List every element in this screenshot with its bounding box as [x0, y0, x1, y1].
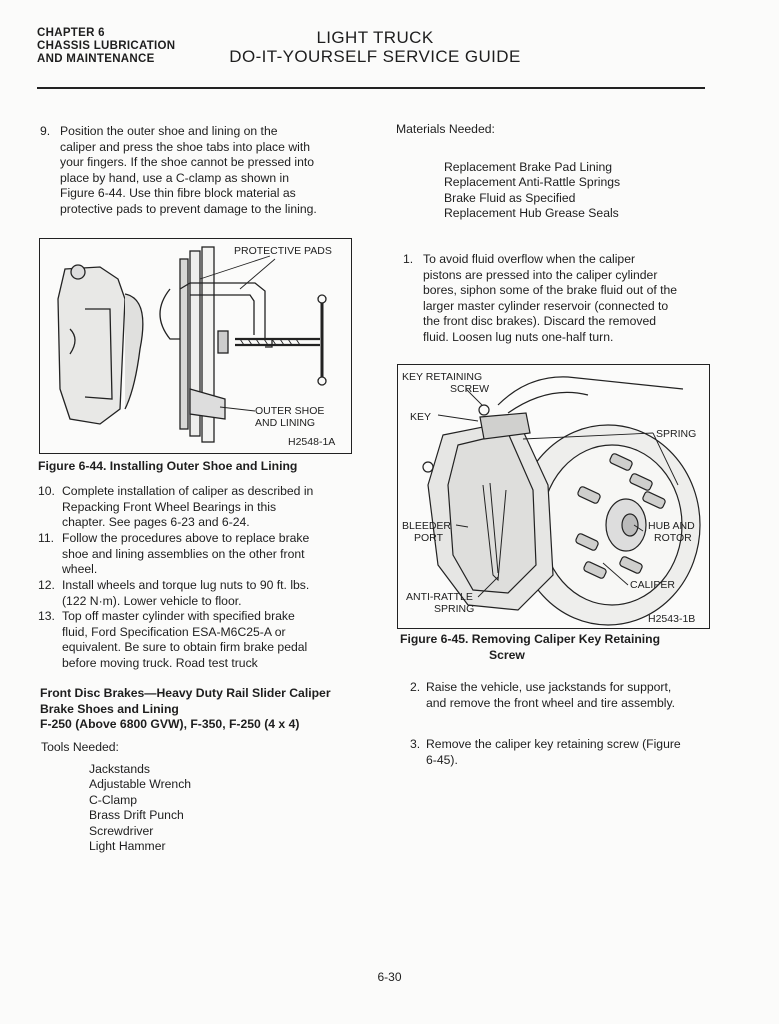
list-item: Brass Drift Punch — [89, 808, 184, 823]
caption-line: Screw — [489, 647, 525, 662]
section-heading-line: F-250 (Above 6800 GVW), F-350, F-250 (4 x 4) — [40, 717, 300, 732]
step-line: the front disc brakes). Discard the removed — [423, 314, 657, 329]
step-line: pistons are pressed into the caliper cylinder — [423, 267, 658, 282]
label-line: BLEEDER — [402, 520, 452, 532]
step-line: before moving truck. Road test truck — [62, 655, 258, 670]
figure-caption — [400, 632, 720, 663]
label-anti-rattle-spring — [406, 591, 474, 615]
step-line: Position the outer shoe and lining on the — [60, 124, 278, 138]
step-line: Remove the caliper key retaining screw (Figure — [426, 737, 681, 751]
step-line: your fingers. If the shoe cannot be pressed into — [60, 155, 315, 170]
guide-title — [200, 28, 550, 66]
list-item: Screwdriver — [89, 823, 154, 838]
step-number: 10. — [38, 484, 55, 498]
tools-list — [89, 762, 329, 862]
step-line: Install wheels and torque lug nuts to 90 ft. lbs. — [62, 578, 310, 592]
step-number: 13. — [38, 609, 55, 623]
step-line: bores, siphon some of the brake fluid out of the — [423, 283, 678, 298]
step-line: Figure 6-44. Use thin fibre block material as — [60, 186, 296, 201]
section-heading — [40, 686, 360, 733]
step-line: protective pads to prevent damage to the lining. — [60, 201, 317, 216]
tools-label: Tools Needed: — [41, 740, 119, 754]
step-number: 12. — [38, 578, 55, 592]
label-line: ROTOR — [654, 532, 692, 544]
header-rule — [37, 87, 705, 89]
materials-label: Materials Needed: — [396, 122, 495, 136]
caption-line: Figure 6-45. Removing Caliper Key Retaining — [400, 632, 661, 646]
chapter-line: AND MAINTENANCE — [37, 53, 155, 65]
label-spring: SPRING — [656, 428, 697, 440]
list-item: C-Clamp — [89, 792, 138, 807]
label-line: HUB AND — [648, 520, 695, 532]
step-line: Complete installation of caliper as described in — [62, 484, 314, 498]
step-line: Repacking Front Wheel Bearings in this — [62, 499, 277, 514]
list-item: Replacement Brake Pad Lining — [444, 160, 613, 174]
label-line: ANTI-RATTLE — [406, 591, 473, 603]
step-line: Follow the procedures above to replace brake — [62, 531, 310, 545]
step-line: wheel. — [62, 562, 98, 577]
step-line: and remove the front wheel and tire assembly. — [426, 695, 676, 710]
step-line: To avoid fluid overflow when the caliper — [423, 252, 636, 266]
chapter-line: CHASSIS LUBRICATION — [37, 40, 176, 52]
materials-list — [444, 160, 704, 224]
label-line: SPRING — [434, 603, 475, 615]
step-line: fluid, Ford Specification ESA-M6C25-A or — [62, 624, 286, 639]
label-line: OUTER SHOE — [255, 405, 325, 417]
step-line: shoe and lining assemblies on the other front — [62, 546, 305, 561]
list-item: Replacement Anti-Rattle Springs — [444, 175, 621, 190]
step-line: Raise the vehicle, use jackstands for support, — [426, 680, 672, 694]
step-line: Top off master cylinder with specified brake — [62, 609, 295, 623]
figure-6-44 — [39, 238, 352, 454]
step-line: 6-45). — [426, 752, 458, 767]
list-item: Light Hammer — [89, 839, 166, 853]
guide-title-line: LIGHT TRUCK — [316, 28, 434, 47]
step-line: (122 N·m). Lower vehicle to floor. — [62, 593, 242, 608]
label-bleeder-port — [402, 520, 451, 544]
step-line: caliper and press the shoe tabs into place with — [60, 139, 310, 154]
steps-10-13 — [38, 484, 354, 674]
step-1 — [403, 252, 715, 348]
label-line: KEY RETAINING — [402, 371, 483, 383]
step-line: chapter. See pages 6-23 and 6-24. — [62, 515, 250, 530]
figure-code: H2543-1B — [648, 613, 696, 625]
label-line: SCREW — [450, 383, 490, 395]
section-heading-line: Brake Shoes and Lining — [40, 701, 179, 716]
step-number: 3. — [410, 737, 421, 751]
label-outer-shoe — [255, 405, 324, 429]
list-item: Replacement Hub Grease Seals — [444, 206, 619, 221]
list-item: Brake Fluid as Specified — [444, 190, 576, 205]
chapter-heading — [37, 27, 175, 66]
step-number: 11. — [38, 531, 55, 545]
label-caliper: CALIPER — [630, 579, 675, 591]
list-item: Adjustable Wrench — [89, 777, 192, 792]
step-2 — [410, 680, 720, 714]
label-line: AND LINING — [255, 417, 316, 429]
step-line: fluid. Loosen lug nuts one-half turn. — [423, 329, 614, 344]
figure-code: H2548-1A — [288, 436, 336, 448]
step-line: equivalent. Be sure to obtain firm brake pedal — [62, 640, 308, 655]
step-number: 1. — [403, 252, 414, 266]
list-item: Jackstands — [89, 762, 150, 776]
step-line: larger master cylinder reservoir (connected to — [423, 298, 669, 313]
label-hub-and-rotor — [648, 520, 695, 544]
step-line: place by hand, use a C-clamp as shown in — [60, 170, 289, 185]
label-line: PORT — [414, 532, 443, 544]
step-number: 2. — [410, 680, 421, 694]
label-protective-pads: PROTECTIVE PADS — [234, 245, 332, 257]
step-number: 9. — [40, 124, 51, 138]
guide-title-line: DO-IT-YOURSELF SERVICE GUIDE — [229, 47, 521, 66]
label-key-retaining-screw — [402, 371, 489, 395]
section-heading-line: Front Disc Brakes—Heavy Duty Rail Slider Caliper — [40, 686, 331, 700]
figure-caption: Figure 6-44. Installing Outer Shoe and Lining — [38, 459, 298, 473]
step-3 — [410, 737, 720, 771]
figure-6-45 — [397, 364, 710, 629]
label-key: KEY — [410, 411, 432, 423]
chapter-line: CHAPTER 6 — [37, 27, 105, 39]
page-number: 6-30 — [377, 970, 402, 984]
